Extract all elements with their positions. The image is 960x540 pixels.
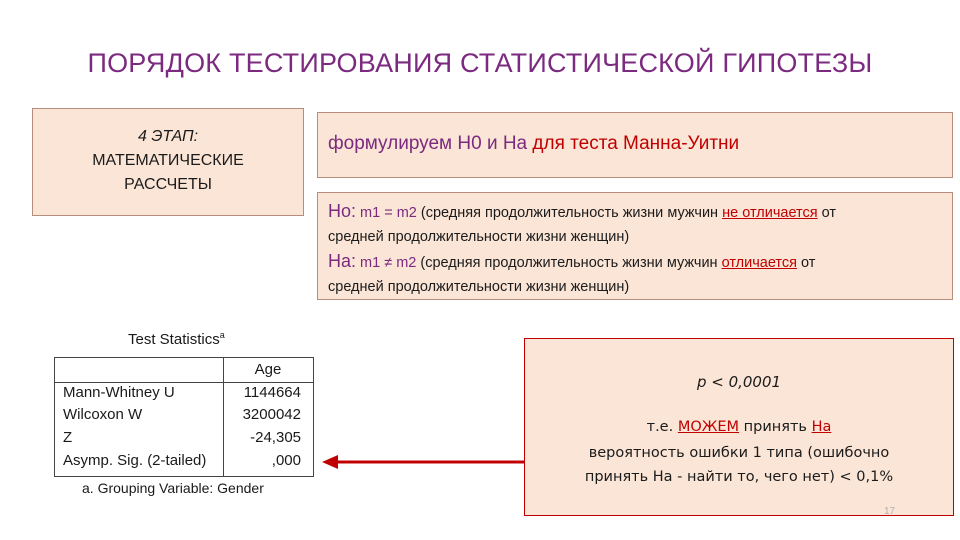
stats-table bbox=[54, 357, 314, 477]
result-emphasis-2: На bbox=[811, 419, 832, 435]
result-line-3: принять На - найти то, чего нет) < 0,1% bbox=[584, 469, 894, 485]
h0-text-post: от bbox=[821, 205, 837, 221]
formula-text: формулируем Н0 и На bbox=[328, 133, 528, 154]
table-row bbox=[63, 429, 313, 451]
ha-text-pre: (средняя продолжительность жизни мужчин bbox=[420, 255, 718, 271]
formula-box bbox=[317, 112, 953, 178]
stats-title-text: Test Statistics bbox=[128, 331, 220, 348]
formula-test-name: для теста Манна-Уитни bbox=[532, 133, 740, 154]
stage-line-2: МАТЕМАТИЧЕСКИЕ bbox=[92, 152, 244, 169]
footnote-mark: a. bbox=[82, 480, 94, 496]
ha-expression: m1 ≠ m2 bbox=[360, 255, 417, 271]
result-box bbox=[524, 338, 954, 516]
h0-label: Но: bbox=[328, 201, 357, 221]
table-footnote bbox=[82, 480, 264, 496]
stats-table-title bbox=[128, 330, 225, 348]
result-line-2: вероятность ошибки 1 типа (ошибочно bbox=[588, 445, 890, 461]
h0-text-pre: (средняя продолжительность жизни мужчин bbox=[420, 205, 719, 221]
result-emphasis: МОЖЕМ bbox=[677, 419, 740, 435]
row-label: Wilcoxon W bbox=[63, 406, 143, 423]
slide-number: 17 bbox=[884, 506, 896, 517]
result-prefix: т.е. bbox=[646, 419, 674, 435]
stats-title-sup: a bbox=[219, 330, 225, 340]
table-row bbox=[63, 406, 313, 428]
row-value: 3200042 bbox=[242, 406, 301, 423]
arrow-icon bbox=[318, 450, 558, 474]
row-label: Asymp. Sig. (2-tailed) bbox=[63, 452, 207, 469]
stage-box bbox=[32, 108, 304, 216]
stats-column-header: Age bbox=[254, 361, 282, 378]
ha-label: На: bbox=[328, 251, 357, 271]
stage-line-3: РАССЧЕТЫ bbox=[124, 176, 212, 193]
row-label: Z bbox=[63, 429, 73, 446]
row-value: -24,305 bbox=[250, 429, 301, 446]
table-row bbox=[63, 452, 313, 474]
table-row bbox=[63, 384, 313, 406]
page-title: ПОРЯДОК ТЕСТИРОВАНИЯ СТАТИСТИЧЕСКОЙ ГИПОТЕЗЫ bbox=[87, 48, 873, 78]
ha-text-post: от bbox=[801, 255, 816, 271]
ha-emphasis: отличается bbox=[721, 255, 798, 271]
hypotheses-box bbox=[317, 192, 953, 300]
stage-line-1: 4 ЭТАП: bbox=[137, 128, 199, 145]
ha-line-2: средней продолжительности жизни женщин) bbox=[328, 279, 630, 295]
row-value: ,000 bbox=[271, 452, 301, 469]
p-value: p < 0,0001 bbox=[696, 373, 782, 391]
result-line-1 bbox=[525, 419, 953, 435]
h0-line-2: средней продолжительности жизни женщин) bbox=[328, 229, 630, 245]
result-mid: принять bbox=[743, 419, 807, 435]
h0-expression: m1 = m2 bbox=[360, 205, 417, 221]
ha-line bbox=[328, 249, 952, 275]
row-label: Mann-Whitney U bbox=[63, 384, 175, 401]
h0-line bbox=[328, 199, 952, 225]
footnote-text: Grouping Variable: Gender bbox=[97, 480, 264, 496]
h0-emphasis: не отличается bbox=[722, 205, 818, 221]
row-value: 1144664 bbox=[243, 384, 301, 401]
table-divider bbox=[55, 382, 313, 383]
